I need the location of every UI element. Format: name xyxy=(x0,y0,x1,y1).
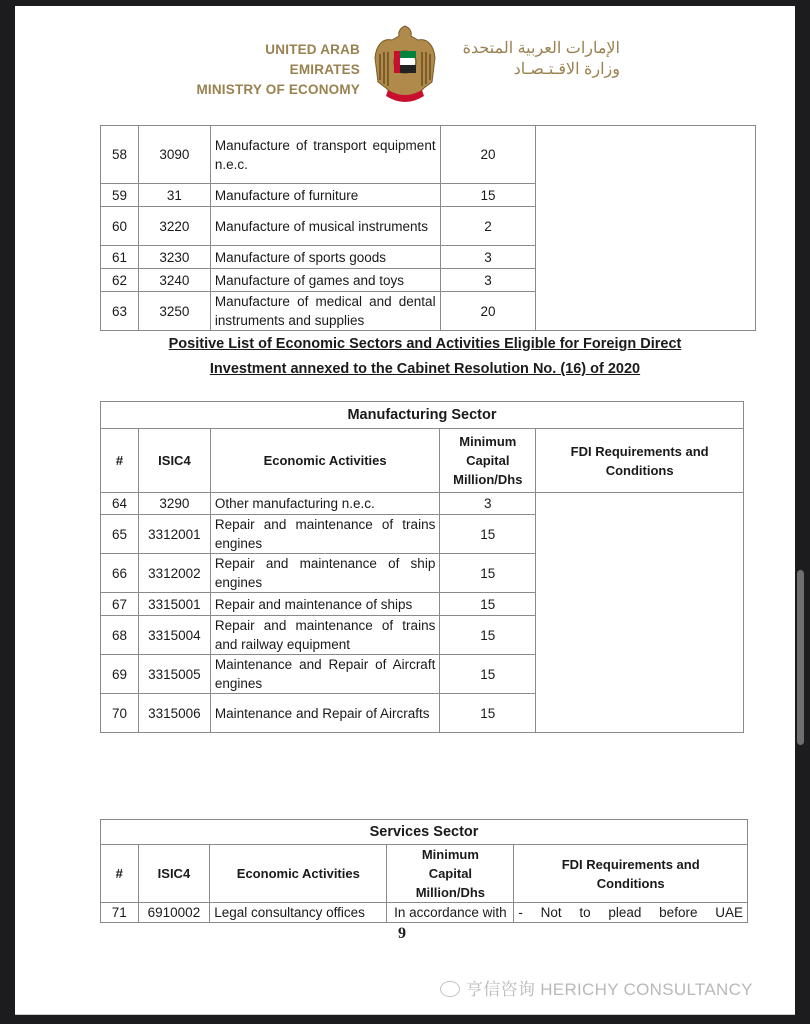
row-number: 63 xyxy=(101,292,139,331)
header-row xyxy=(101,845,748,903)
scrollbar-thumb[interactable] xyxy=(797,570,804,745)
row-number: 62 xyxy=(101,269,139,292)
manufacturing-table-continued xyxy=(100,125,756,331)
isic-code: 3220 xyxy=(138,207,210,246)
activity: Manufacture of sports goods xyxy=(210,246,440,269)
row-number: 69 xyxy=(101,655,139,694)
ministry-name: MINISTRY OF ECONOMY xyxy=(196,82,360,97)
min-capital: 15 xyxy=(440,184,536,207)
min-capital: 15 xyxy=(440,593,536,616)
header-row xyxy=(101,429,744,493)
min-capital: 3 xyxy=(440,246,536,269)
col-header-min-capital: Minimum Capital Million/Dhs xyxy=(440,429,536,493)
country-name-arabic: الإمارات العربية المتحدة xyxy=(462,40,620,57)
isic-code: 3315004 xyxy=(138,616,210,655)
activity: Legal consultancy offices xyxy=(210,903,387,923)
fdi-conditions: - Not to plead before UAE xyxy=(514,903,748,923)
scrollbar-track[interactable] xyxy=(795,0,810,1024)
min-capital: 15 xyxy=(440,694,536,733)
isic-code: 3230 xyxy=(138,246,210,269)
table-row xyxy=(101,493,744,515)
table-row xyxy=(101,903,748,923)
min-capital: 15 xyxy=(440,655,536,694)
section-title xyxy=(100,332,750,382)
min-capital: In accordance with xyxy=(387,903,514,923)
country-name: UNITED ARAB EMIRATES xyxy=(265,42,360,77)
watermark xyxy=(440,975,753,1000)
isic-code: 31 xyxy=(138,184,210,207)
page-number: 9 xyxy=(398,925,406,942)
min-capital: 20 xyxy=(440,126,536,184)
col-header-activities: Economic Activities xyxy=(210,845,387,903)
col-header-number: # xyxy=(101,429,139,493)
min-capital: 20 xyxy=(440,292,536,331)
activity: Repair and maintenance of trains engines xyxy=(210,515,439,554)
row-number: 64 xyxy=(101,493,139,515)
section-title-line1: Positive List of Economic Sectors and Activities Eligible for Foreign Direct xyxy=(168,336,682,352)
min-capital: 15 xyxy=(440,515,536,554)
activity: Repair and maintenance of trains and railway equipment xyxy=(210,616,439,655)
isic-code: 3250 xyxy=(138,292,210,331)
col-header-fdi-requirements: FDI Requirements and Conditions xyxy=(536,429,744,493)
row-number: 66 xyxy=(101,554,139,593)
table-row xyxy=(101,126,756,184)
activity: Repair and maintenance of ship engines xyxy=(210,554,439,593)
isic-code: 3315006 xyxy=(138,694,210,733)
isic-code: 3290 xyxy=(138,493,210,515)
row-number: 60 xyxy=(101,207,139,246)
col-header-fdi-requirements: FDI Requirements and Conditions xyxy=(514,845,748,903)
fdi-conditions xyxy=(536,493,744,733)
manufacturing-sector-table xyxy=(100,401,744,733)
min-capital: 3 xyxy=(440,493,536,515)
activity: Maintenance and Repair of Aircraft engines xyxy=(210,655,439,694)
isic-code: 6910002 xyxy=(138,903,210,923)
ministry-name-arabic xyxy=(448,38,620,80)
row-number: 67 xyxy=(101,593,139,616)
row-number: 61 xyxy=(101,246,139,269)
activity: Other manufacturing n.e.c. xyxy=(210,493,439,515)
row-number: 58 xyxy=(101,126,139,184)
row-number: 65 xyxy=(101,515,139,554)
activity: Manufacture of furniture xyxy=(210,184,440,207)
col-header-activities: Economic Activities xyxy=(210,429,439,493)
services-sector-table xyxy=(100,819,748,923)
activity: Maintenance and Repair of Aircrafts xyxy=(210,694,439,733)
sector-heading: Services Sector xyxy=(101,820,748,845)
min-capital: 2 xyxy=(440,207,536,246)
min-capital: 15 xyxy=(440,616,536,655)
min-capital: 15 xyxy=(440,554,536,593)
isic-code: 3090 xyxy=(138,126,210,184)
ministry-name-english xyxy=(192,40,360,100)
sector-heading: Manufacturing Sector xyxy=(101,402,744,429)
row-number: 70 xyxy=(101,694,139,733)
activity: Manufacture of games and toys xyxy=(210,269,440,292)
min-capital: 3 xyxy=(440,269,536,292)
row-number: 59 xyxy=(101,184,139,207)
activity: Repair and maintenance of ships xyxy=(210,593,439,616)
section-title-line2: Investment annexed to the Cabinet Resolution No. (16) of 2020 xyxy=(209,361,641,377)
isic-code: 3312001 xyxy=(138,515,210,554)
col-header-number: # xyxy=(101,845,139,903)
ministry-name-arabic-line: وزارة الاقـتـصـاد xyxy=(513,61,620,78)
activity: Manufacture of transport equipment n.e.c. xyxy=(210,126,440,184)
isic-code: 3315001 xyxy=(138,593,210,616)
fdi-conditions xyxy=(536,126,756,331)
col-header-isic4: ISIC4 xyxy=(138,429,210,493)
col-header-min-capital: Minimum Capital Million/Dhs xyxy=(387,845,514,903)
isic-code: 3312002 xyxy=(138,554,210,593)
activity: Manufacture of medical and dental instruments and supplies xyxy=(210,292,440,331)
isic-code: 3315005 xyxy=(138,655,210,694)
watermark-text: 亨信咨询 HERICHY CONSULTANCY xyxy=(466,980,753,999)
wechat-icon xyxy=(440,981,460,997)
uae-emblem-icon xyxy=(372,24,438,108)
row-number: 68 xyxy=(101,616,139,655)
activity: Manufacture of musical instruments xyxy=(210,207,440,246)
row-number: 71 xyxy=(101,903,139,923)
col-header-isic4: ISIC4 xyxy=(138,845,210,903)
isic-code: 3240 xyxy=(138,269,210,292)
